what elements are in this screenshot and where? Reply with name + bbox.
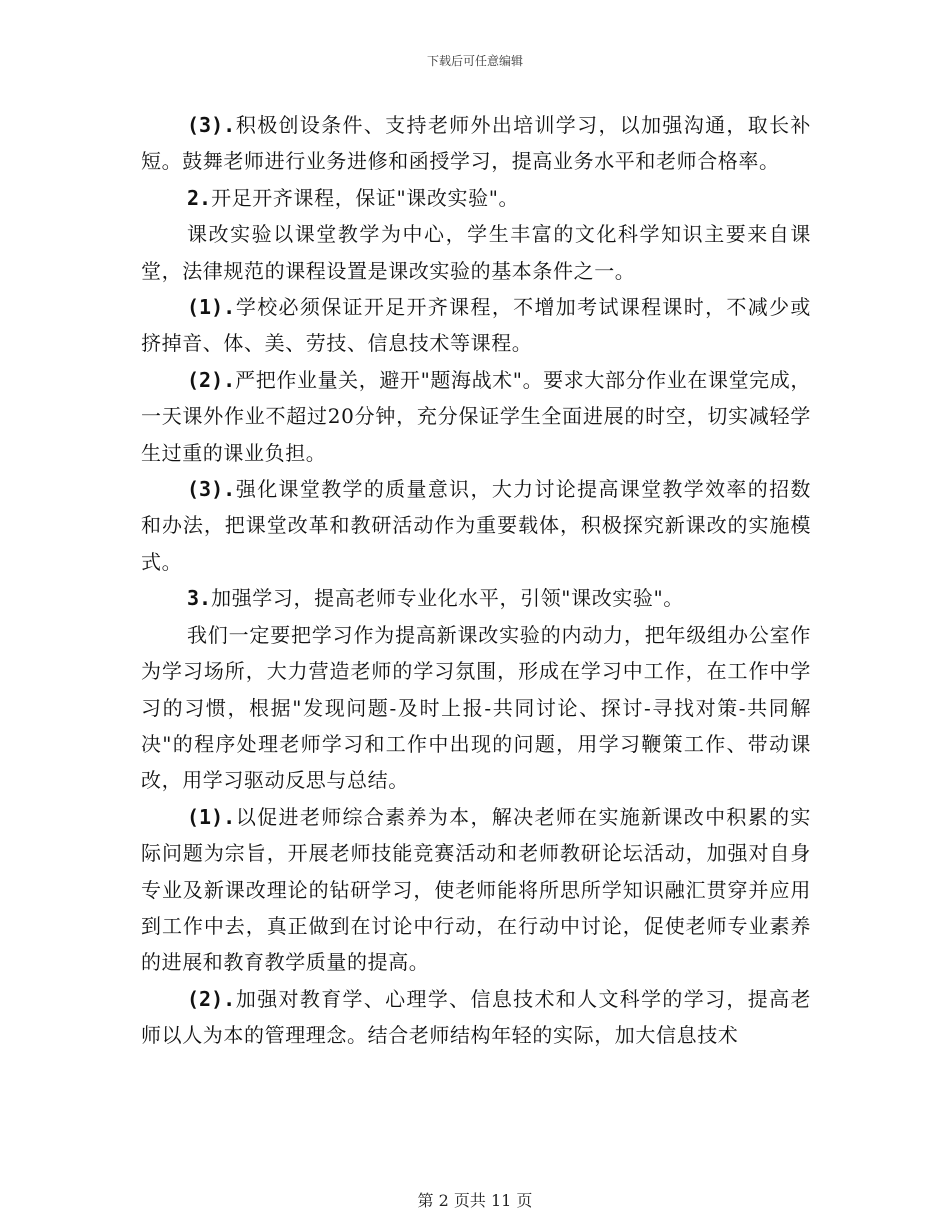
document-body: [141, 107, 811, 1054]
paragraph: [141, 180, 811, 216]
item-number: (2).: [187, 986, 236, 1011]
paragraph: [141, 216, 811, 289]
paragraph-text: 强化课堂教学的质量意识，大力讨论提高课堂教学效率的招数和办法，把课堂改革和教研活动作为重要载体，积极探究新课改的实施模式。: [141, 477, 811, 574]
page-header: 下载后可任意编辑: [426, 54, 523, 68]
paragraph-text: 课改实验以课堂教学为中心，学生丰富的文化科学知识主要来自课堂，法律规范的课程设置是课改实验的基本条件之一。: [141, 222, 811, 283]
paragraph-text: 严把作业量关，避开"题海战术"。要求大部分作业在课堂完成，一天课外作业不超过20分钟，充分保证学生全面进展的时空，切实减轻学生过重的课业负担。: [141, 367, 811, 465]
paragraph: [141, 580, 811, 616]
item-number: (3).: [187, 113, 236, 137]
paragraph-text: 加强学习，提高老师专业化水平，引领"课改实验"。: [211, 586, 684, 611]
item-number: (3).: [187, 477, 236, 502]
item-number: 2.: [187, 185, 212, 210]
paragraph: [141, 799, 811, 981]
page-footer: 第 2 页共 11 页: [417, 1191, 533, 1210]
item-number: 3.: [187, 586, 212, 611]
paragraph: [141, 981, 811, 1054]
paragraph: [141, 107, 811, 180]
item-number: (1).: [187, 295, 236, 320]
paragraph-text: 积极创设条件、支持老师外出培训学习，以加强沟通，取长补短。鼓舞老师进行业务进修和函授学习，提高业务水平和老师合格率。: [141, 113, 811, 174]
paragraph-text: 以促进老师综合素养为本，解决老师在实施新课改中积累的实际问题为宗旨，开展老师技能竞赛活动和老师教研论坛活动，加强对自身专业及新课改理论的钻研学习，使老师能将所思所学知识融汇贯穿并应用到工作中去，真正做到在讨论中行动，在行动中讨论，促使老师专业素养的进展和教育教学质量的提高。: [141, 804, 811, 975]
paragraph-text: 加强对教育学、心理学、信息技术和人文科学的学习，提高老师以人为本的管理理念。结合老师结构年轻的实际，加大信息技术: [141, 986, 811, 1048]
paragraph-text: 我们一定要把学习作为提高新课改实验的内动力，把年级组办公室作为学习场所，大力营造老师的学习氛围，形成在学习中工作，在工作中学习的习惯，根据"发现问题-及时上报-共同讨论、探讨-寻找对策-共同解决"的程序处理老师学习和工作中出现的问题，用学习鞭策工作、带动课改，用学习驱动反思与总结。: [141, 622, 811, 793]
paragraph: [141, 471, 811, 580]
paragraph: [141, 289, 811, 362]
paragraph-text: 学校必须保证开足开齐课程，不增加考试课程课时，不减少或挤掉音、体、美、劳技、信息技术等课程。: [141, 295, 811, 356]
paragraph-text: 开足开齐课程，保证"课改实验"。: [211, 185, 520, 210]
paragraph: [141, 617, 811, 799]
item-number: (1).: [187, 804, 236, 829]
item-number: (2).: [187, 367, 236, 392]
paragraph: [141, 362, 811, 471]
